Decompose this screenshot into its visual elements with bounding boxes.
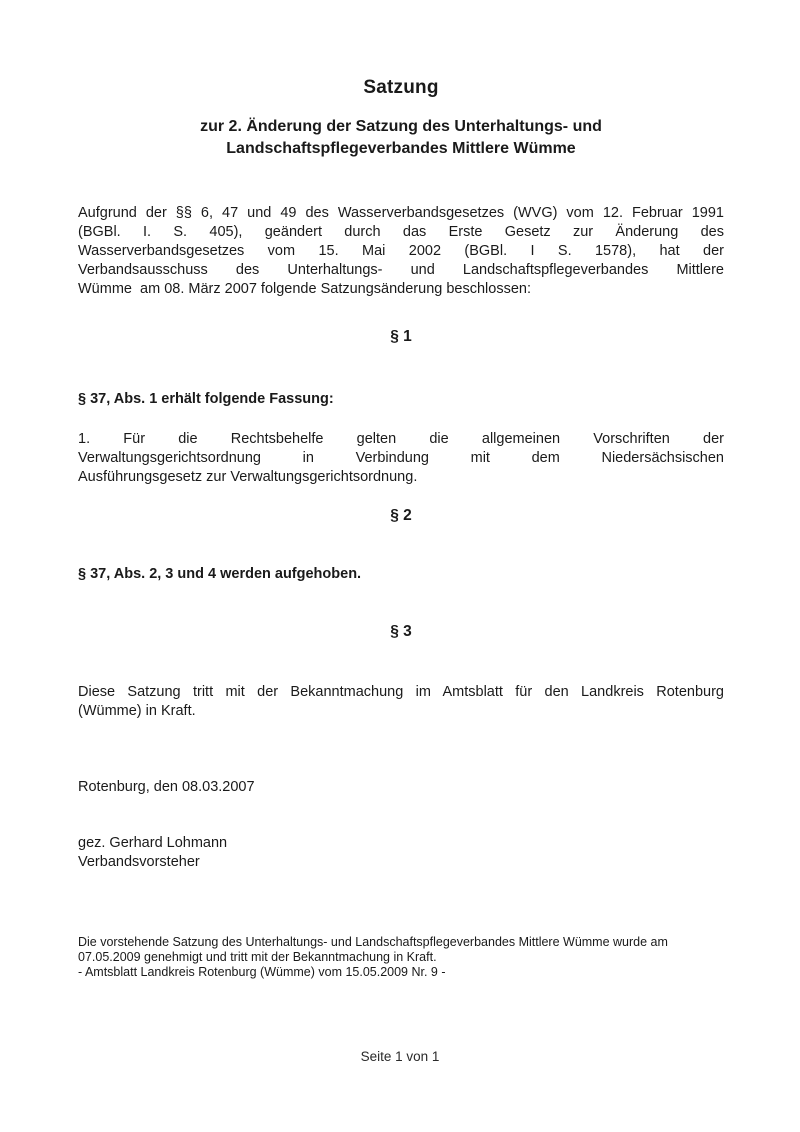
section-2-body: § 37, Abs. 2, 3 und 4 werden aufgehoben. [78, 566, 362, 582]
intro-paragraph [78, 204, 724, 299]
document-title: Satzung [363, 77, 439, 98]
approval-note [78, 935, 724, 981]
intro-line: Wümme am 08. März 2007 folgende Satzungsänderung beschlossen: [78, 281, 531, 297]
intro-line: Wasserverbandsgesetzes vom 15. Mai 2002 (BGBl. I S. 1578), hat der [78, 243, 724, 259]
signature-name: gez. Gerhard Lohmann [78, 835, 228, 851]
section-3-line: Diese Satzung tritt mit der Bekanntmachung im Amtsblatt für den Landkreis Rotenburg [78, 684, 724, 700]
signature-block [78, 834, 724, 871]
approval-note-line: 07.05.2009 genehmigt und tritt mit der Bekanntmachung in Kraft. [78, 950, 437, 965]
place-date-line: Rotenburg, den 08.03.2007 [78, 779, 255, 795]
document-content [78, 0, 724, 981]
section-3-paragraph [78, 683, 724, 721]
document-subtitle-line-1: zur 2. Änderung der Satzung des Unterhaltungs- und [200, 118, 602, 135]
section-2-heading: § 2 [390, 507, 412, 524]
section-1-paragraph [78, 430, 724, 487]
section-1-line: Ausführungsgesetz zur Verwaltungsgerichtsordnung. [78, 469, 418, 485]
approval-note-line: Die vorstehende Satzung des Unterhaltungs- und Landschaftspflegeverbandes Mittlere Wümme wurde am [78, 935, 668, 949]
document-subtitle-line-2: Landschaftspflegeverbandes Mittlere Wümme [226, 140, 576, 157]
section-3-line: (Wümme) in Kraft. [78, 703, 196, 719]
intro-line: Aufgrund der §§ 6, 47 und 49 des Wasserverbandsgesetzes (WVG) vom 12. Februar 1991 [78, 205, 724, 221]
signature-role: Verbandsvorsteher [78, 853, 200, 870]
intro-line: (BGBl. I. S. 405), geändert durch das Erste Gesetz zur Änderung des [78, 224, 724, 240]
approval-note-line: - Amtsblatt Landkreis Rotenburg (Wümme) vom 15.05.2009 Nr. 9 - [78, 965, 446, 980]
section-1-heading: § 1 [390, 328, 412, 345]
document-subtitle [78, 116, 724, 160]
section-1-line: Verwaltungsgerichtsordnung in Verbindung mit dem Niedersächsischen [78, 450, 724, 466]
page-number-footer: Seite 1 von 1 [360, 1049, 440, 1064]
section-1-subheading: § 37, Abs. 1 erhält folgende Fassung: [78, 391, 334, 407]
section-3-heading: § 3 [390, 623, 412, 640]
section-1-line: 1. Für die Rechtsbehelfe gelten die allgemeinen Vorschriften der [78, 431, 724, 447]
intro-line: Verbandsausschuss des Unterhaltungs- und Landschaftspflegeverbandes Mittlere [78, 262, 724, 278]
